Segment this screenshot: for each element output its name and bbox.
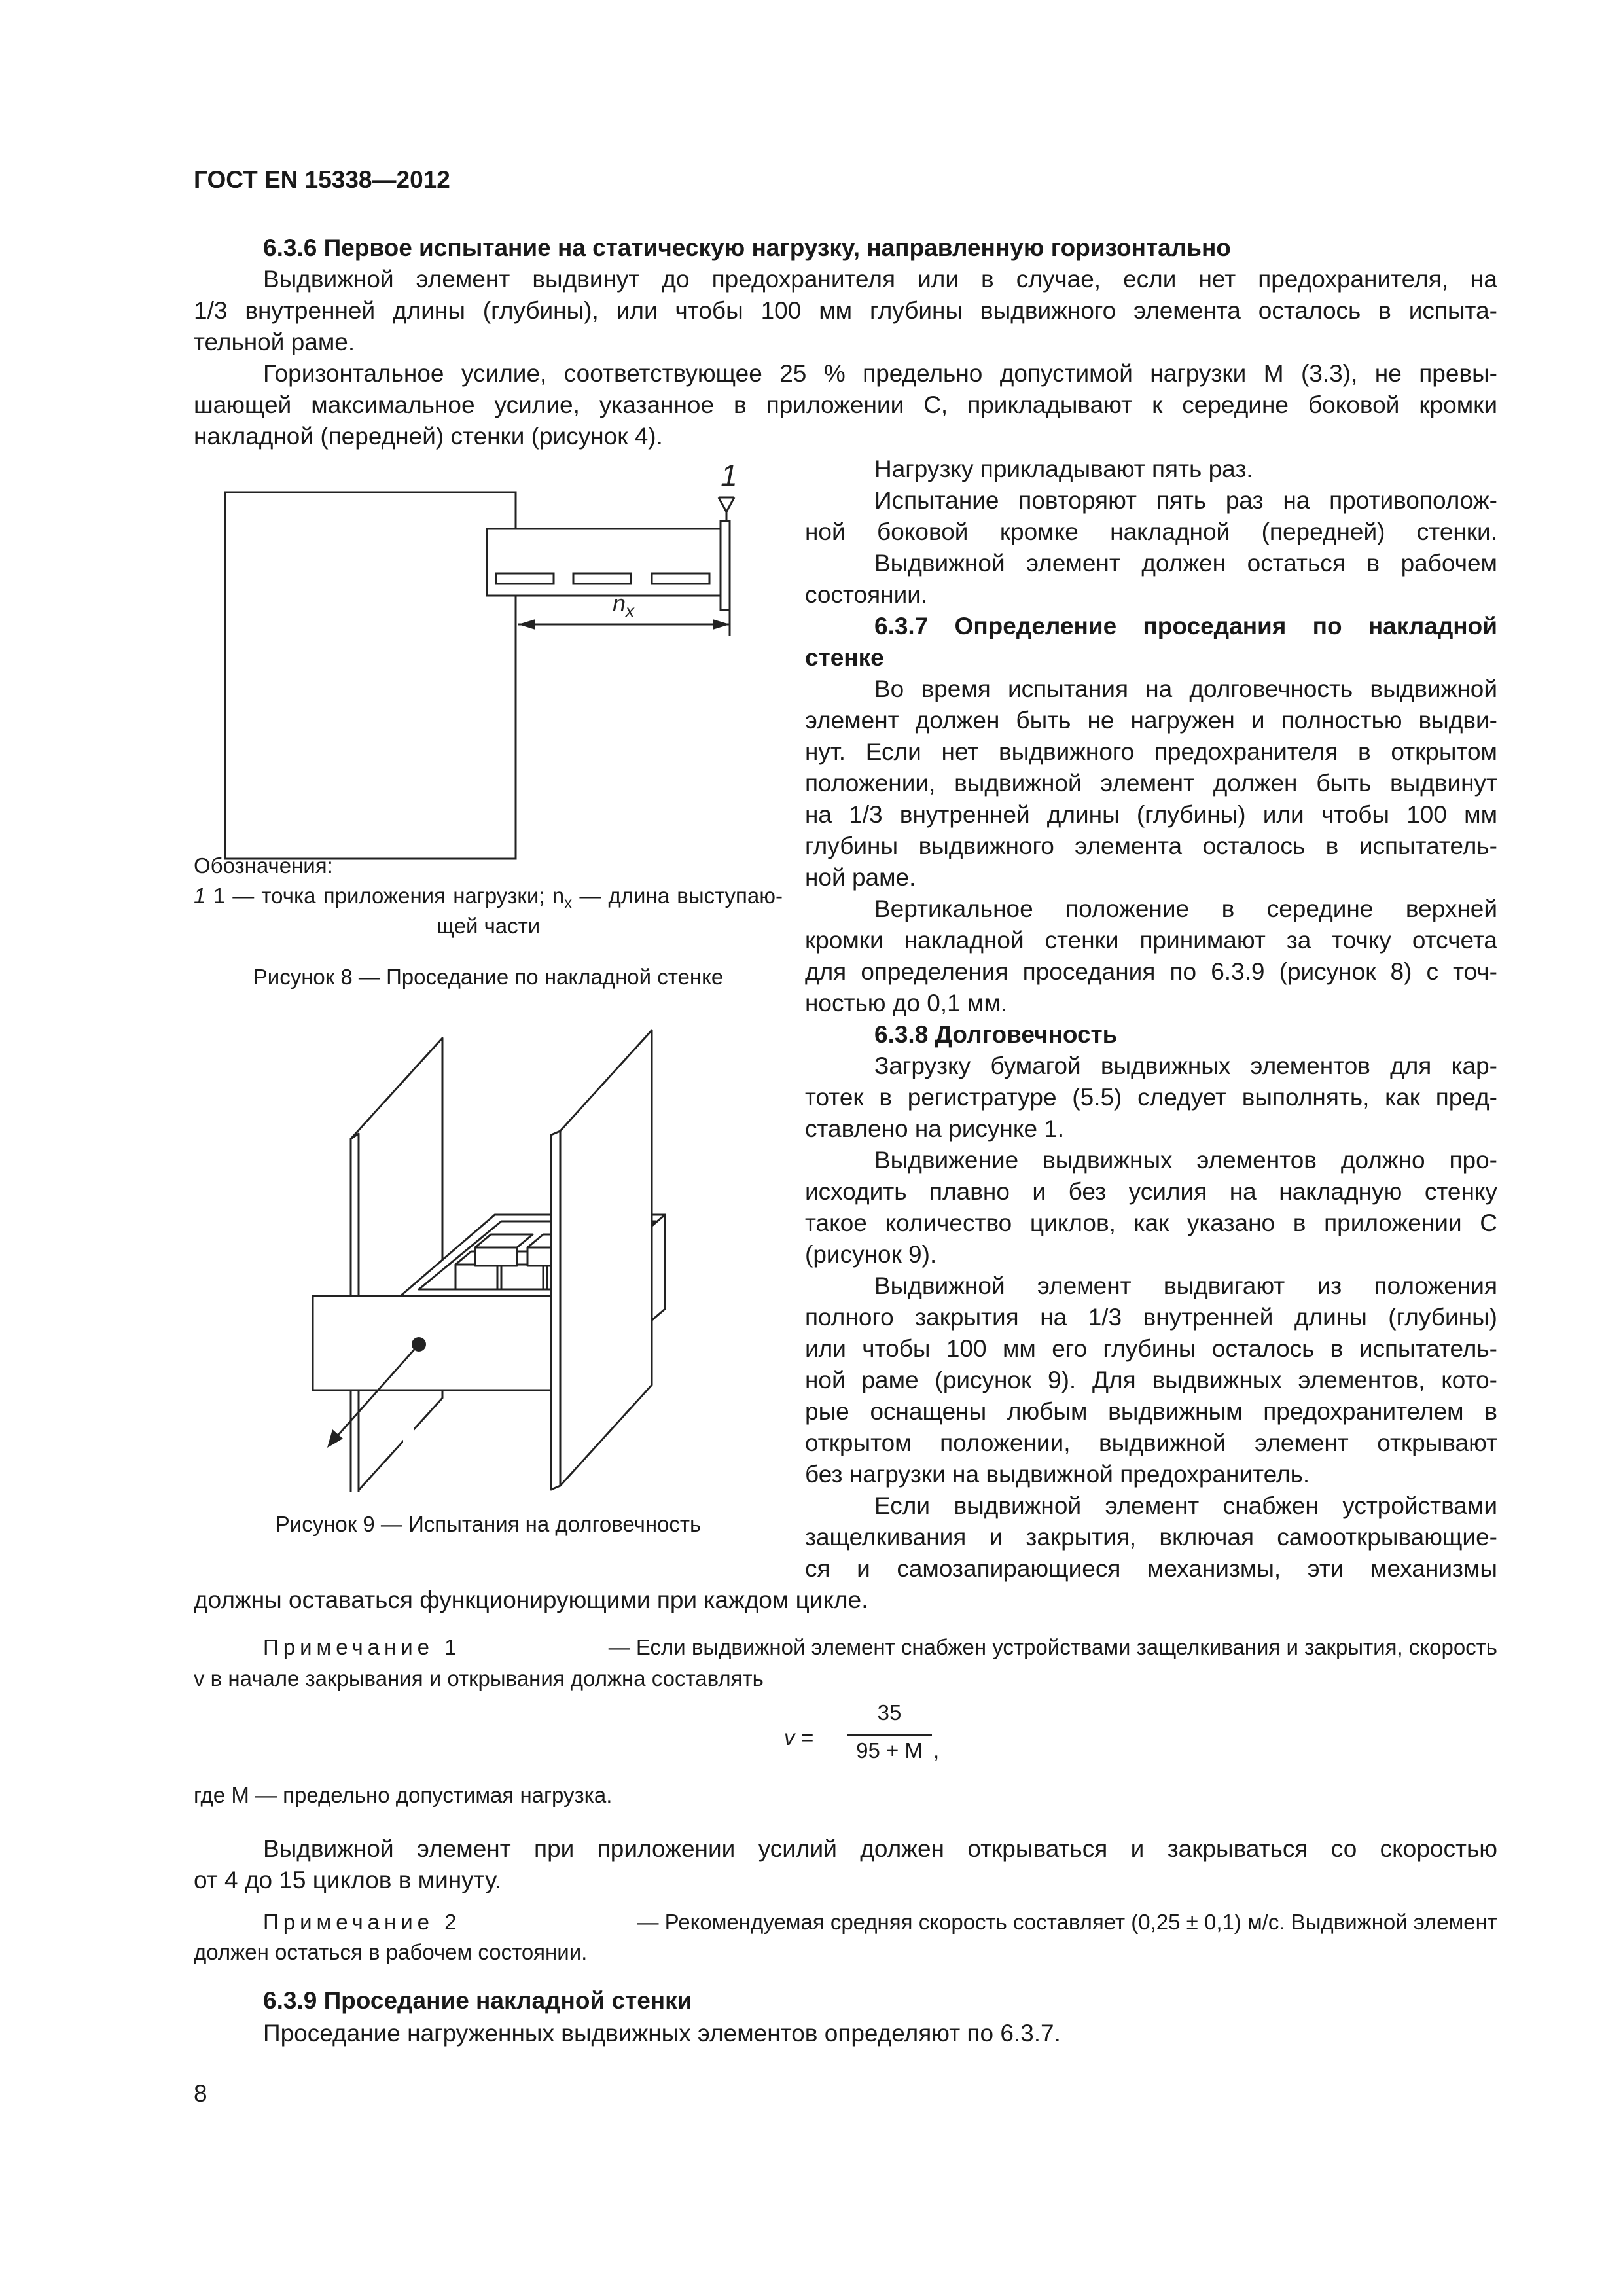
right-col-line: без нагрузки на выдвижной предохранитель. bbox=[805, 1461, 1310, 1488]
note-1-line-1: Примечание 1 — Если выдвижной элемент снабжен устройствами защелкивания и закрытия, скорость bbox=[263, 1635, 1497, 1659]
formula-denominator: 95 + M bbox=[856, 1738, 923, 1763]
right-col-line: Выдвижной элемент выдвигают из положения bbox=[874, 1272, 1497, 1299]
legend-line-2: щей части bbox=[436, 914, 541, 938]
right-col-line: (рисунок 9). bbox=[805, 1241, 937, 1268]
right-col-line: Выдвижной элемент должен остаться в рабочем bbox=[874, 550, 1497, 577]
section-heading-637: 6.3.7 Определение проседания по накладной bbox=[874, 613, 1497, 639]
right-col-line: ностью до 0,1 мм. bbox=[805, 990, 1008, 1016]
figure-8-drawing bbox=[194, 458, 783, 877]
formula-comma: , bbox=[933, 1738, 940, 1763]
right-col-line: открытом положении, выдвижной элемент открывают bbox=[805, 1429, 1497, 1456]
drawer-end-plate bbox=[721, 521, 730, 610]
paper-block bbox=[455, 1265, 497, 1289]
right-col-line: такое количество циклов, как указано в приложении С bbox=[805, 1210, 1497, 1236]
paragraph-line: Проседание нагруженных выдвижных элементов определяют по 6.3.7. bbox=[263, 2020, 1061, 2047]
figure-9-caption: Рисунок 9 — Испытания на долговечность bbox=[275, 1512, 702, 1536]
right-col-line: состоянии. bbox=[805, 581, 928, 608]
right-col-line: ной раме (рисунок 9). Для выдвижных элементов, кото- bbox=[805, 1367, 1497, 1393]
section-heading-638: 6.3.8 Долговечность bbox=[874, 1021, 1118, 1048]
load-point-label: 1 bbox=[721, 458, 738, 492]
paragraph-line: 1/3 внутренней длины (глубины), или чтобы 100 мм глубины выдвижного элемента осталось в испыта- bbox=[194, 297, 1497, 324]
right-col-line: ной раме. bbox=[805, 864, 916, 891]
right-col-line: Испытание повторяют пять раз на противополож- bbox=[874, 487, 1497, 514]
nx-label: $n_x$ bbox=[613, 590, 635, 620]
legend-line-1: 1 1 — точка приложения нагрузки; $n_x$ — длина выступаю- bbox=[194, 884, 783, 912]
right-col-line: Нагрузку прикладывают пять раз. bbox=[874, 456, 1253, 482]
right-col-line: кромки накладной стенки принимают за точку отсчета bbox=[805, 927, 1497, 954]
right-col-line: Во время испытания на долговечность выдвижной bbox=[874, 675, 1497, 702]
right-col-line: глубины выдвижного элемента осталось в испытатель- bbox=[805, 833, 1497, 859]
paragraph-line: от 4 до 15 циклов в минуту. bbox=[194, 1867, 502, 1893]
right-col-line: Вертикальное положение в середине верхней bbox=[874, 895, 1497, 922]
right-col-line: Загрузку бумагой выдвижных элементов для кар- bbox=[874, 1052, 1497, 1079]
right-col-line: ся и самозапирающиеся механизмы, эти механизмы bbox=[805, 1555, 1497, 1582]
right-col-line: ставлено на рисунке 1. bbox=[805, 1115, 1065, 1142]
right-col-line: элемент должен быть не нагружен и полностью выдви- bbox=[805, 707, 1497, 734]
arrow-head-left bbox=[518, 619, 535, 630]
right-col-line: рые оснащены любым выдвижным предохранителем в bbox=[805, 1398, 1497, 1425]
drawer-front-outline bbox=[487, 529, 728, 596]
paragraph-line: шающей максимальное усилие, указанное в приложении С, прикладывают к середине боковой кромки bbox=[194, 391, 1497, 418]
formula-lhs: v = bbox=[784, 1725, 813, 1749]
left-side-panel bbox=[351, 1038, 442, 1492]
formula-numerator: 35 bbox=[877, 1700, 902, 1725]
right-panel-edge bbox=[551, 1131, 560, 1490]
paragraph-line: накладной (передней) стенки (рисунок 4). bbox=[194, 423, 663, 450]
right-col-line: нут. Если нет выдвижного предохранителя в открытом bbox=[805, 738, 1497, 765]
legend-title: Обозначения: bbox=[194, 853, 333, 878]
right-col-line: полного закрытия на 1/3 внутренней длины (глубины) bbox=[805, 1304, 1497, 1331]
note-2-line-2: должен остаться в рабочем состоянии. bbox=[194, 1940, 588, 1964]
right-side-panel bbox=[560, 1030, 652, 1486]
note-2-line-1: Примечание 2 — Рекомендуемая средняя скорость составляет (0,25 ± 0,1) м/с. Выдвижной элемент bbox=[263, 1910, 1497, 1934]
right-col-line: Выдвижение выдвижных элементов должно про- bbox=[874, 1147, 1497, 1174]
right-col-line: тотек в регистратуре (5.5) следует выполнять, как пред- bbox=[805, 1084, 1497, 1111]
right-col-line: защелкивания и закрытия, включая самооткрывающие- bbox=[805, 1524, 1497, 1551]
right-col-line: на 1/3 внутренней длины (глубины) или чтобы 100 мм bbox=[805, 801, 1497, 828]
paper-block bbox=[475, 1247, 517, 1266]
document-code: ГОСТ EN 15338—2012 bbox=[194, 166, 450, 193]
right-col-line: исходить плавно и без усилия на накладную стенку bbox=[805, 1178, 1497, 1205]
section-heading-637-cont: стенке bbox=[805, 644, 884, 671]
paper-block bbox=[501, 1265, 543, 1289]
page-number: 8 bbox=[194, 2080, 207, 2107]
paragraph-line: Выдвижной элемент при приложении усилий должен открываться и закрываться со скоростью bbox=[263, 1835, 1497, 1862]
arrow-head-right bbox=[713, 619, 730, 630]
figure-9-drawing bbox=[194, 1021, 783, 1492]
note-1-line-2: v в начале закрывания и открывания должна составлять bbox=[194, 1666, 764, 1691]
section-heading-639: 6.3.9 Проседание накладной стенки bbox=[263, 1987, 692, 2014]
formula bbox=[779, 1700, 940, 1766]
drawer-front-panel bbox=[313, 1296, 571, 1390]
where-clause: где M — предельно допустимая нагрузка. bbox=[194, 1783, 613, 1807]
paragraph-line: Выдвижной элемент выдвинут до предохранителя или в случае, если нет предохранителя, на bbox=[263, 266, 1497, 293]
right-col-line: положении, выдвижной элемент должен быть выдвинут bbox=[805, 770, 1497, 797]
right-col-line: для определения проседания по 6.3.9 (рисунок 8) с точ- bbox=[805, 958, 1497, 985]
section-heading-636: 6.3.6 Первое испытание на статическую нагрузку, направленную горизонтально bbox=[263, 234, 1231, 261]
paragraph-line: Горизонтальное усилие, соответствующее 25 % предельно допустимой нагрузки M (3.3), не превы- bbox=[263, 360, 1497, 387]
paragraph-line: тельной раме. bbox=[194, 329, 355, 355]
figure-8-caption: Рисунок 8 — Проседание по накладной стенке bbox=[253, 965, 724, 989]
right-col-line: ной боковой кромке накладной (передней) стенки. bbox=[805, 518, 1497, 545]
right-col-line: или чтобы 100 мм его глубины осталось в испытатель- bbox=[805, 1335, 1497, 1362]
right-col-line: Если выдвижной элемент снабжен устройствами bbox=[874, 1492, 1497, 1519]
cabinet-side-outline bbox=[225, 492, 516, 859]
fraction-bar bbox=[847, 1734, 932, 1736]
full-width-line: должны оставаться функционирующими при каждом цикле. bbox=[194, 1587, 868, 1613]
